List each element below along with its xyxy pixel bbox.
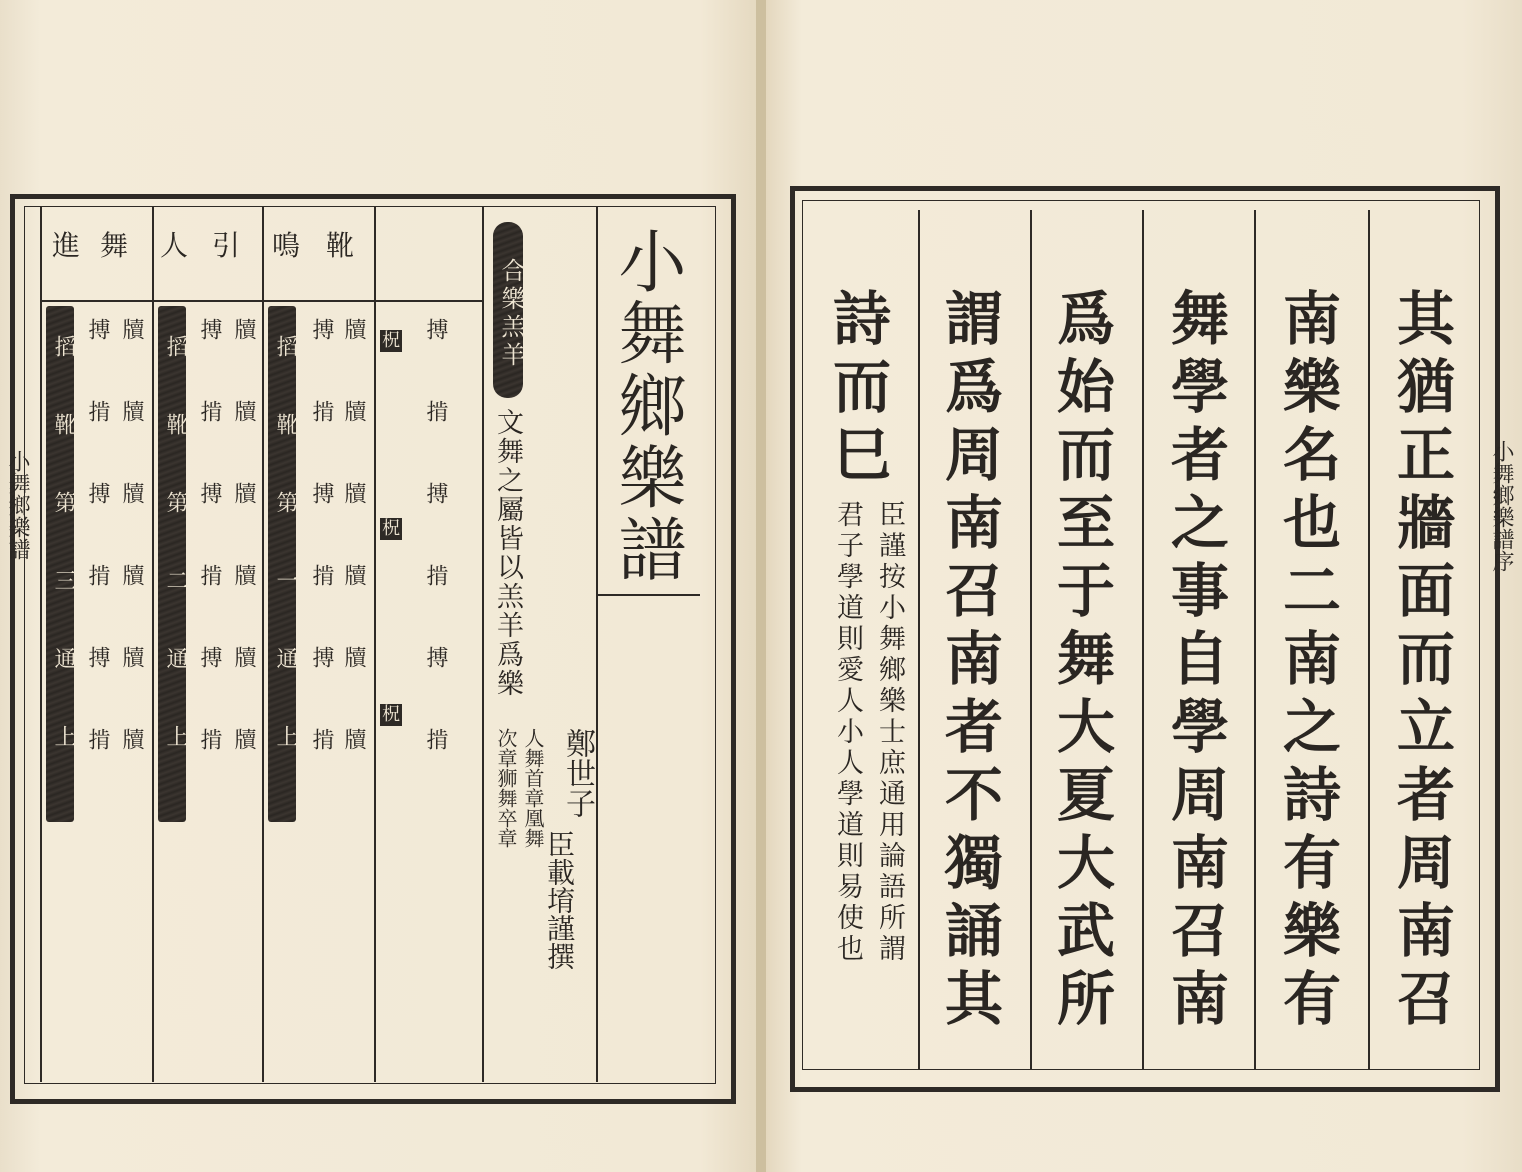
- text-column-divider: [1030, 210, 1032, 1070]
- commentary-note: 臣謹按小舞鄉樂士庶通用論語所謂: [874, 500, 905, 965]
- intro-text: 文舞之屬皆以羔羊爲樂: [492, 408, 523, 698]
- left-header-divider: [40, 300, 482, 302]
- score-col-divider: [262, 206, 264, 1082]
- score-mark: 柷: [382, 518, 400, 539]
- text-column: 南樂名也二南之詩有樂有: [1273, 288, 1341, 1036]
- score-column: 搏掯搏掯搏掯: [423, 318, 448, 810]
- author-line: 鄭世子: [560, 728, 595, 818]
- score-section-bar: 搯靴第一通上: [268, 306, 296, 822]
- title-col-divider: [596, 206, 598, 1082]
- header-label: 人: [160, 229, 189, 262]
- score-column: 搏掯搏掯搏掯: [197, 318, 222, 810]
- score-column: 搏掯搏掯搏掯: [85, 318, 110, 810]
- text-column: 詩而巳: [823, 288, 891, 492]
- score-col-divider: [482, 206, 484, 1082]
- score-mark: 柷: [382, 330, 400, 351]
- text-column-divider: [1254, 210, 1256, 1070]
- header-label: 舞: [100, 229, 129, 262]
- text-column: 舞學者之事自學周南召南: [1161, 288, 1229, 1036]
- text-column-divider: [1368, 210, 1370, 1070]
- book-title: 小舞鄉樂譜: [607, 226, 686, 586]
- score-column: 牘牘牘牘牘牘: [119, 318, 144, 810]
- text-column-divider: [918, 210, 920, 1070]
- score-col-divider: [152, 206, 154, 1082]
- label-badge: 合樂羔羊: [493, 222, 523, 398]
- header-label: 鳴: [272, 229, 301, 262]
- header-label: 靴: [326, 229, 355, 262]
- score-col-divider: [40, 206, 42, 1082]
- author-line: 臣載堉謹撰: [543, 830, 576, 970]
- score-column: 搏掯搏掯搏掯: [309, 318, 334, 810]
- left-margin-title: 小舞鄉樂譜: [5, 450, 30, 560]
- score-column: 牘牘牘牘牘牘: [341, 318, 366, 810]
- intro-note: 人舞首章凰舞: [521, 728, 545, 848]
- header-label: 引: [212, 229, 241, 262]
- score-col-divider: [374, 206, 376, 1082]
- title-underline: [596, 594, 700, 596]
- text-column: 其猶正牆面而立者周南召: [1387, 288, 1455, 1036]
- text-column: 謂爲周南召南者不獨誦其: [935, 288, 1003, 1036]
- commentary-note: 君子學道則愛人小人學道則易使也: [832, 500, 863, 965]
- right-margin-title: 小舞鄉樂譜序: [1489, 440, 1514, 572]
- score-mark: 柷: [382, 704, 400, 725]
- intro-note: 次章狮舞卒章: [494, 728, 518, 848]
- text-column: 爲始而至于舞大夏大武所: [1047, 288, 1115, 1036]
- header-label: 進: [52, 229, 81, 262]
- text-column-divider: [1142, 210, 1144, 1070]
- score-section-bar: 搯靴第二通上: [158, 306, 186, 822]
- score-section-bar: 搯靴第三通上: [46, 306, 74, 822]
- score-column: 牘牘牘牘牘牘: [231, 318, 256, 810]
- book-gutter: [756, 0, 766, 1172]
